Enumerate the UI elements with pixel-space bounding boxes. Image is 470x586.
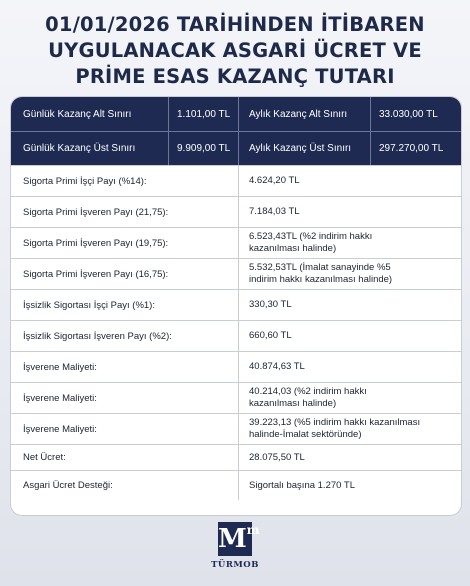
row-value: 28.075,50 TL [249,451,305,463]
title-line-1: 01/01/2026 TARİHİNDEN İTİBAREN [45,13,425,36]
turmob-logo-mark: $M^m$ [218,523,260,554]
row-value: 330,30 TL [249,299,292,310]
header-label: Aylık Kazanç Üst Sınırı [239,132,371,165]
table-row [11,289,461,320]
row-value: 660,60 TL [249,330,292,341]
row-label: Sigorta Primi İşveren Payı (16,75): [11,259,239,289]
turmob-logo-text: TÜRMOB [211,560,259,570]
row-value: 5.532,53TL (İmalat sanayinde %5 indirim hakkı kazanılması halinde) [249,262,393,285]
row-label: İşsizlik Sigortası İşveren Payı (%2): [11,321,239,351]
table-row [11,413,461,444]
header-value: 1.101,00 TL [169,97,239,131]
row-label: Sigorta Primi İşveren Payı (21,75): [11,197,239,227]
row-label: İşverene Maliyeti: [11,352,239,382]
header-row-daily-max [11,131,461,165]
row-label: Net Ücret: [11,445,239,470]
row-value: 7.184,03 TL [249,206,300,217]
row-label: İşverene Maliyeti: [11,414,239,444]
turmob-logo [207,522,263,578]
header-label: Günlük Kazanç Üst Sınırı [11,132,169,165]
table-row [11,258,461,289]
table-row [11,165,461,196]
table-row [11,351,461,382]
header-label: Günlük Kazanç Alt Sınırı [11,97,169,131]
header-value: 297.270,00 TL [379,143,444,154]
row-value: Sigortalı başına 1.270 TL [249,479,355,491]
row-value: 4.624,20 TL [249,175,300,186]
page-title [0,12,470,90]
title-line-3: PRİME ESAS KAZANÇ TUTARI [75,65,395,88]
row-label: İşverene Maliyeti: [11,383,239,413]
row-value: 39.223,13 (%5 indirim hakkı kazanılması halinde-İmalat sektöründe) [249,417,421,440]
header-value: 9.909,00 TL [169,132,239,165]
row-value: 6.523,43TL (%2 indirim hakkı kazanılması halinde) [249,231,373,254]
table-row [11,227,461,258]
table-row [11,444,461,470]
table-row [11,470,461,500]
table-row [11,196,461,227]
header-label: Aylık Kazanç Alt Sınırı [239,97,371,131]
row-label: Sigorta Primi İşçi Payı (%14): [11,166,239,196]
row-value: 40.874,63 TL [249,361,305,372]
row-label: İşsizlik Sigortası İşçi Payı (%1): [11,290,239,320]
wage-table [10,96,462,516]
table-row [11,320,461,351]
header-row-daily-min [11,97,461,131]
row-label: Sigorta Primi İşveren Payı (19,75): [11,228,239,258]
title-line-2: UYGULANACAK ASGARİ ÜCRET VE [48,39,422,62]
table-row [11,382,461,413]
header-value: 33.030,00 TL [379,108,438,120]
row-value: 40.214,03 (%2 indirim hakkı kazanılması halinde) [249,386,367,409]
row-label: Asgari Ücret Desteği: [11,471,239,500]
